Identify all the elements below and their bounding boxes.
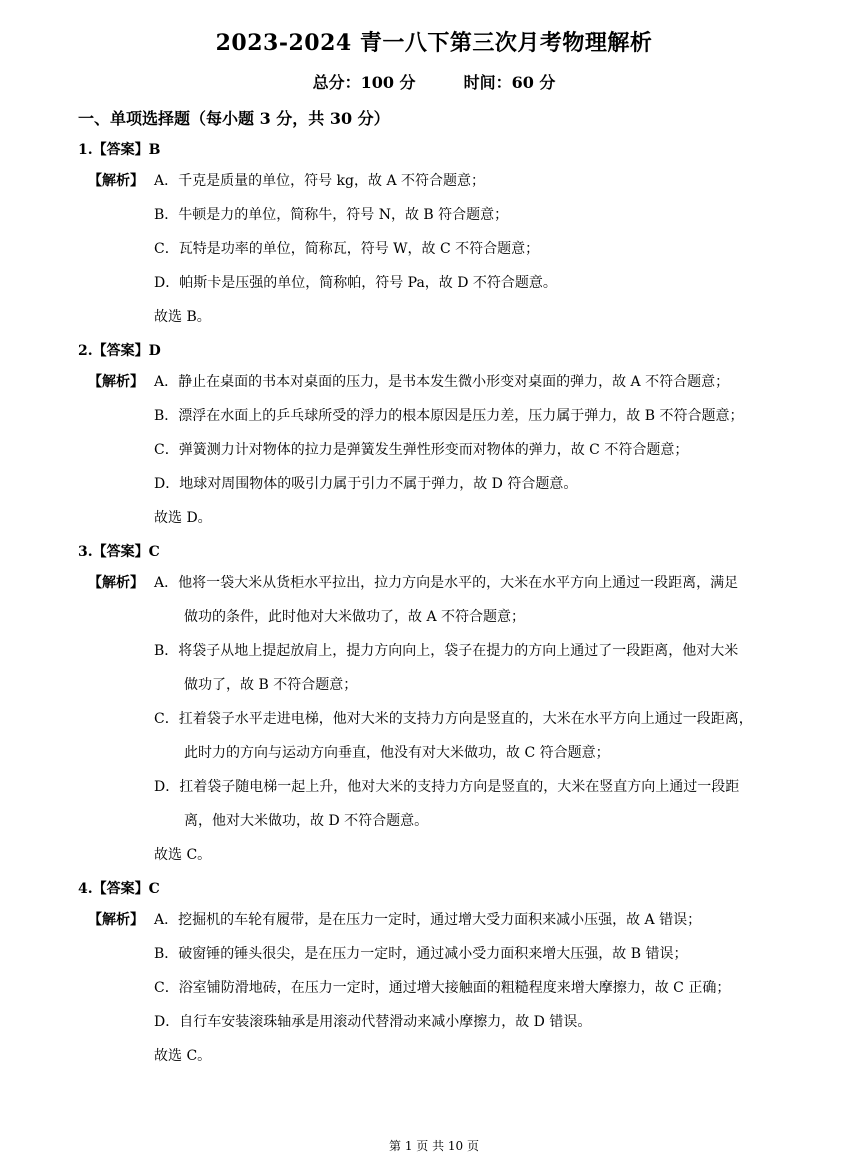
option-text: C．弹簧测力计对物体的拉力是弹簧发生弹性形变而对物体的弹力，故 C 不符合题意； bbox=[154, 442, 689, 458]
exam-time: 时间：60 分 bbox=[463, 73, 556, 92]
answer-label: 2.【答案】D bbox=[78, 343, 161, 359]
option-c bbox=[154, 438, 790, 472]
option-c bbox=[154, 976, 790, 1010]
answer-label: 4.【答案】C bbox=[78, 881, 160, 897]
option-d bbox=[154, 472, 790, 506]
option-text: D．地球对周围物体的吸引力属于引力不属于弹力，故 D 符合题意。 bbox=[154, 476, 578, 492]
section-heading: 一、单项选择题（每小题 3 分，共 30 分） bbox=[78, 109, 390, 128]
option-text: D．扛着袋子随电梯一起上升，他对大米的支持力方向是竖直的，大米在竖直方向上通过一段距 bbox=[154, 779, 740, 795]
option-text: B．牛顿是力的单位，简称牛，符号 N，故 B 符合题意； bbox=[154, 207, 509, 223]
option-b bbox=[154, 203, 790, 237]
option-text: C．浴室铺防滑地砖，在压力一定时，通过增大接触面的粗糙程度来增大摩擦力，故 C 正确； bbox=[154, 980, 731, 996]
option-a bbox=[154, 169, 790, 203]
option-text: A．千克是质量的单位，符号 kg，故 A 不符合题意； bbox=[154, 173, 486, 189]
option-a bbox=[154, 571, 790, 639]
option-b bbox=[154, 639, 790, 707]
option-d bbox=[154, 1010, 790, 1044]
option-d bbox=[154, 775, 790, 843]
analysis-block bbox=[88, 169, 790, 339]
page-indicator: 第 1 页 共 10 页 bbox=[389, 1139, 479, 1153]
option-a bbox=[154, 370, 790, 404]
option-a bbox=[154, 908, 790, 942]
questions-list bbox=[0, 138, 868, 1078]
total-score: 总分：100 分 bbox=[312, 73, 416, 92]
conclusion: 故选 D。 bbox=[154, 510, 212, 526]
conclusion: 故选 C。 bbox=[154, 1048, 212, 1064]
option-text: C．瓦特是功率的单位，简称瓦，符号 W，故 C 不符合题意； bbox=[154, 241, 540, 257]
conclusion: 故选 C。 bbox=[154, 847, 212, 863]
exam-meta bbox=[0, 70, 868, 93]
option-continuation: 做功了，故 B 不符合题意； bbox=[184, 677, 358, 693]
option-continuation: 做功的条件，此时他对大米做功了，故 A 不符合题意； bbox=[184, 609, 526, 625]
option-b bbox=[154, 942, 790, 976]
option-continuation: 离，他对大米做功，故 D 不符合题意。 bbox=[184, 813, 429, 829]
analysis-block bbox=[88, 908, 790, 1078]
option-c bbox=[154, 707, 790, 775]
question-1 bbox=[0, 138, 868, 339]
option-c bbox=[154, 237, 790, 271]
option-text: A．静止在桌面的书本对桌面的压力，是书本发生微小形变对桌面的弹力，故 A 不符合题意； bbox=[154, 374, 730, 390]
analysis-label: 【解析】 bbox=[88, 173, 144, 189]
option-text: B．漂浮在水面上的乒乓球所受的浮力的根本原因是压力差，压力属于弹力，故 B 不符合题意； bbox=[154, 408, 744, 424]
option-text: B．破窗锤的锤头很尖，是在压力一定时，通过减小受力面积来增大压强，故 B 错误； bbox=[154, 946, 688, 962]
document-title: 2023-2024 青一八下第三次月考物理解析 bbox=[215, 30, 653, 56]
question-4 bbox=[0, 877, 868, 1078]
analysis-label: 【解析】 bbox=[88, 374, 144, 390]
analysis-label: 【解析】 bbox=[88, 575, 144, 591]
analysis-block bbox=[88, 571, 790, 877]
option-text: C．扛着袋子水平走进电梯，他对大米的支持力方向是竖直的，大米在水平方向上通过一段距离， bbox=[154, 711, 753, 727]
question-3 bbox=[0, 540, 868, 877]
analysis-block bbox=[88, 370, 790, 540]
option-b bbox=[154, 404, 790, 438]
option-text: D．帕斯卡是压强的单位，简称帕，符号 Pa，故 D 不符合题意。 bbox=[154, 275, 557, 291]
answer-label: 3.【答案】C bbox=[78, 544, 160, 560]
option-text: A．挖掘机的车轮有履带，是在压力一定时，通过增大受力面积来减小压强，故 A 错误； bbox=[154, 912, 702, 928]
option-continuation: 此时力的方向与运动方向垂直，他没有对大米做功，故 C 符合题意； bbox=[184, 745, 610, 761]
option-d bbox=[154, 271, 790, 305]
option-text: B．将袋子从地上提起放肩上，提力方向向上，袋子在提力的方向上通过了一段距离，他对大米 bbox=[154, 643, 739, 659]
conclusion: 故选 B。 bbox=[154, 309, 211, 325]
answer-label: 1.【答案】B bbox=[78, 142, 161, 158]
analysis-label: 【解析】 bbox=[88, 912, 144, 928]
option-text: A．他将一袋大米从货柜水平拉出，拉力方向是水平的，大米在水平方向上通过一段距离，满足 bbox=[154, 575, 739, 591]
option-text: D．自行车安装滚珠轴承是用滚动代替滑动来减小摩擦力，故 D 错误。 bbox=[154, 1014, 592, 1030]
question-2 bbox=[0, 339, 868, 540]
